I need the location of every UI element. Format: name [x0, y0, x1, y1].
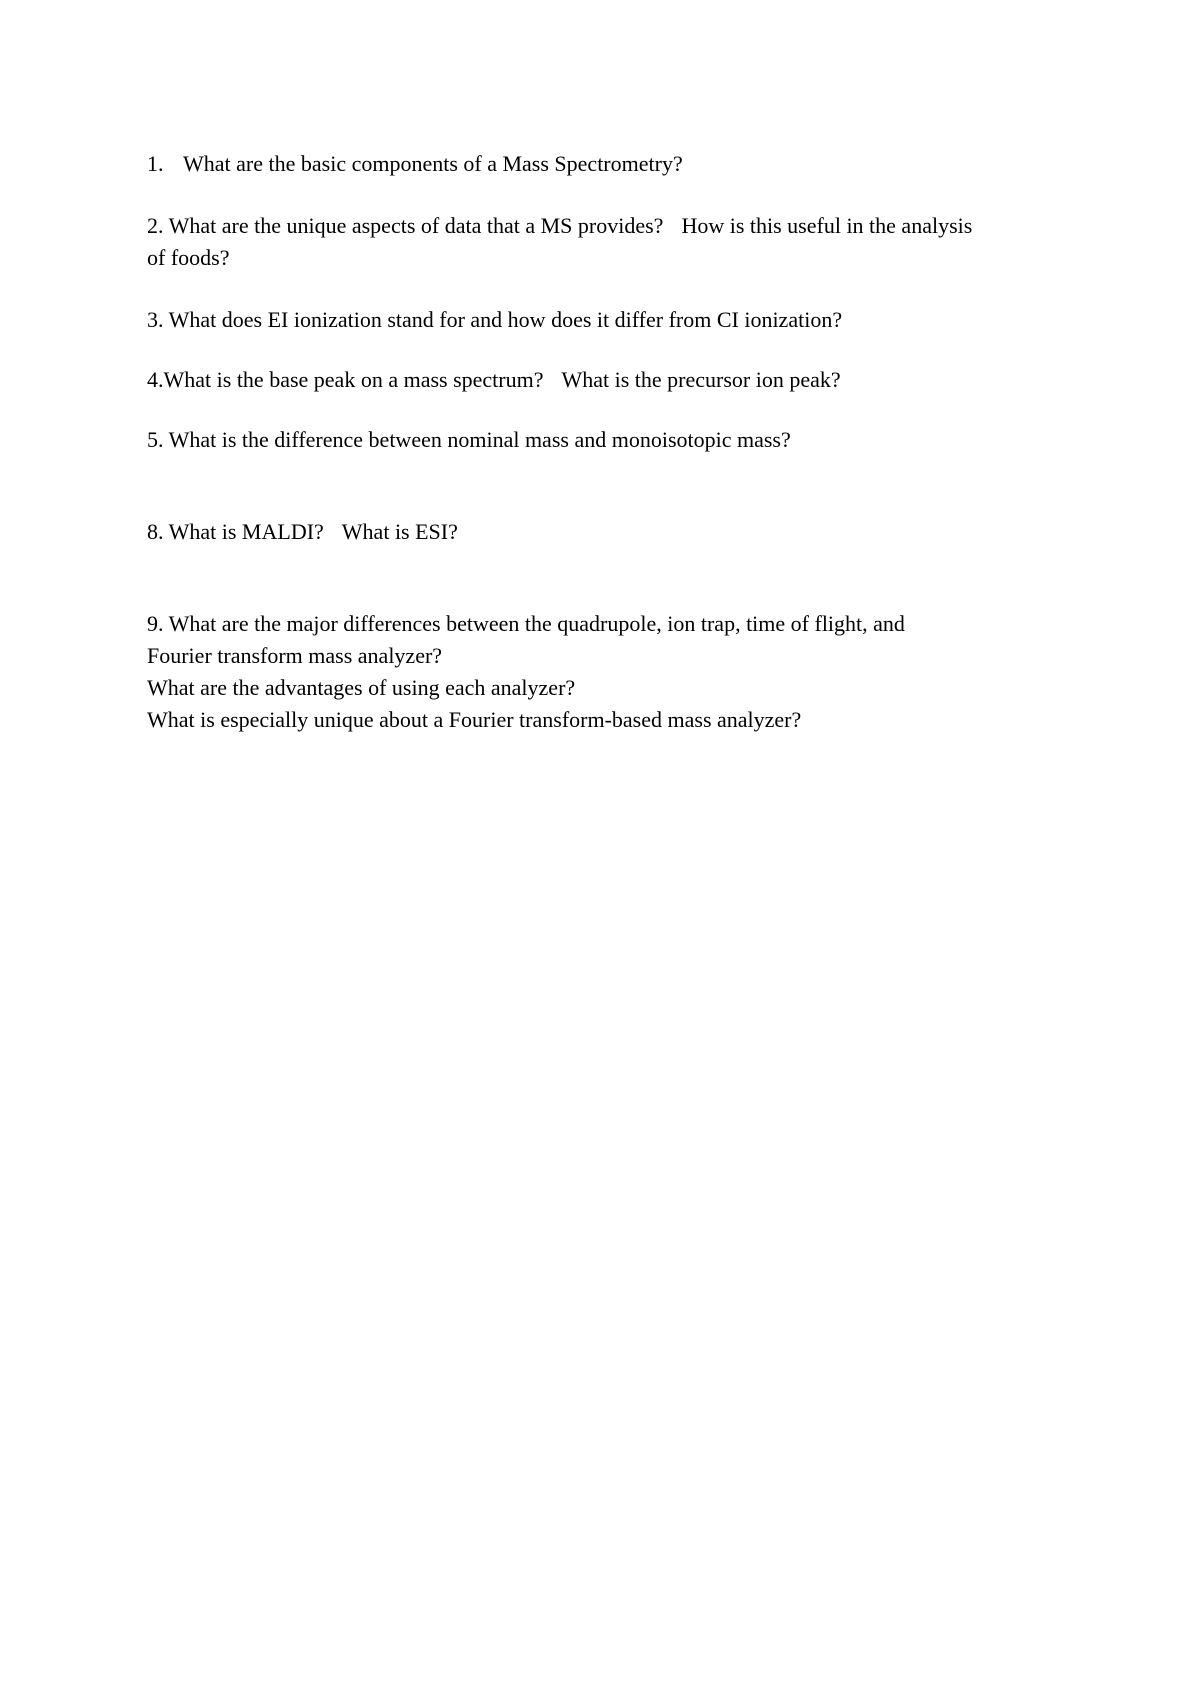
question-text: What are the major differences between the quadrupole, ion trap, time of flight, and [168, 611, 905, 636]
question-text: Fourier transform mass analyzer? [147, 643, 443, 668]
question-4 [147, 364, 1077, 396]
question-number: 9. [147, 611, 164, 636]
question-8 [147, 516, 1077, 548]
question-text: What is the difference between nominal mass and monoisotopic mass? [168, 427, 791, 452]
question-text: What is MALDI? [168, 519, 324, 544]
question-number: 5. [147, 427, 164, 452]
question-text: How is this useful in the analysis [681, 213, 973, 238]
question-number: 2. [147, 213, 164, 238]
question-text: What are the advantages of using each analyzer? [147, 675, 576, 700]
question-text: What is the base peak on a mass spectrum? [163, 367, 544, 392]
question-text: What is ESI? [341, 519, 458, 544]
question-3 [147, 304, 1077, 336]
question-text: What is the precursor ion peak? [561, 367, 841, 392]
question-number: 3. [147, 307, 164, 332]
question-2 [147, 210, 1077, 274]
question-1 [147, 148, 1077, 180]
question-text: What does EI ionization stand for and how does it differ from CI ionization? [168, 307, 843, 332]
question-text: What is especially unique about a Fourier transform-based mass analyzer? [147, 707, 802, 732]
question-number: 8. [147, 519, 164, 544]
question-number: 4. [147, 367, 164, 392]
question-5 [147, 424, 1077, 456]
question-9 [147, 608, 1077, 736]
question-text: What are the unique aspects of data that a MS provides? [168, 213, 664, 238]
question-text: of foods? [147, 245, 230, 270]
question-text: What are the basic components of a Mass Spectrometry? [183, 151, 683, 176]
question-number: 1. [147, 151, 164, 176]
